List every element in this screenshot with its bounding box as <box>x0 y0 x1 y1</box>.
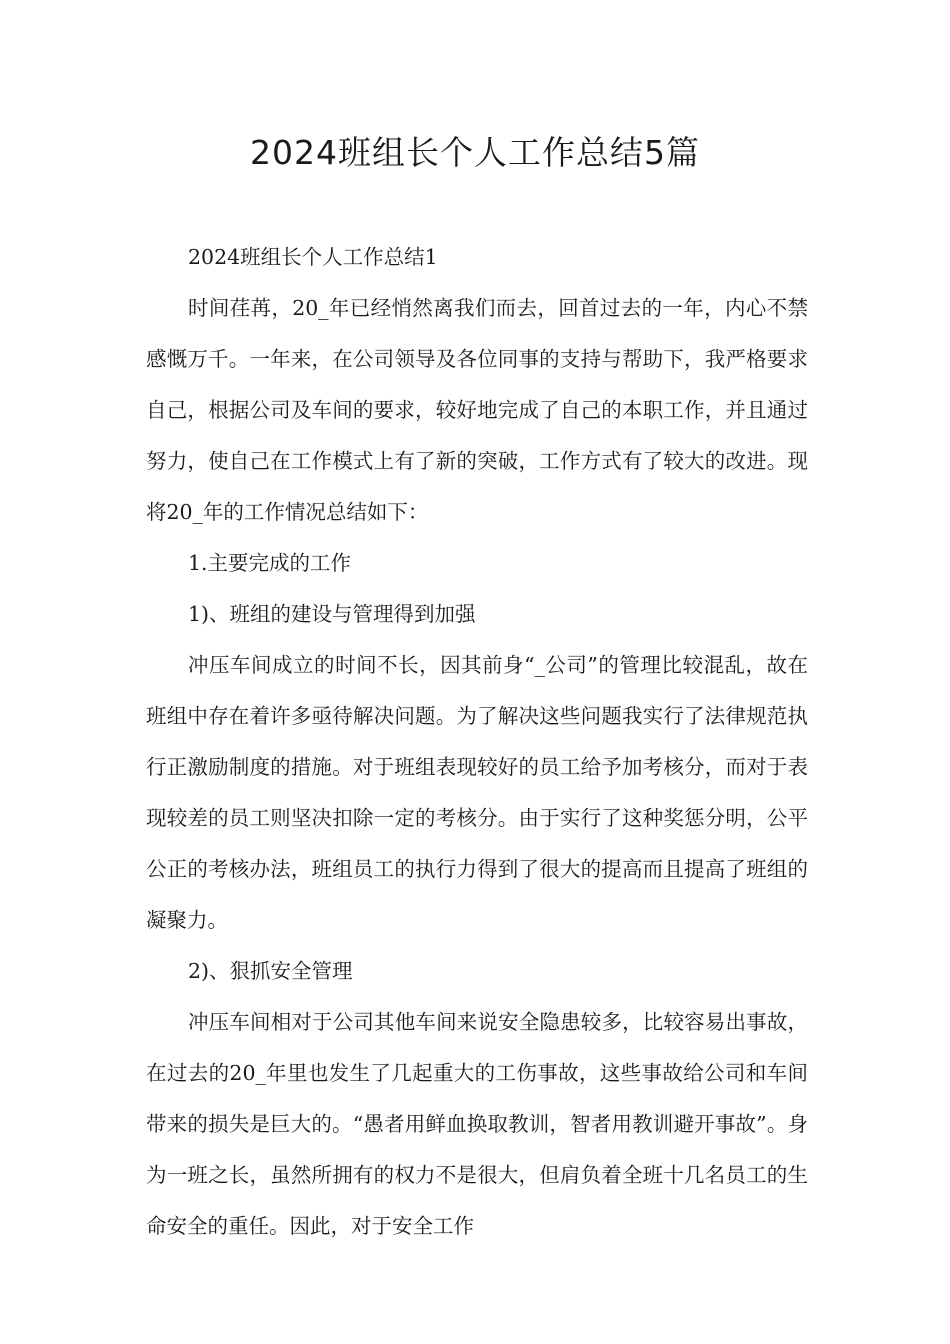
subsection-heading: 1.主要完成的工作 <box>188 551 352 575</box>
document-title: 2024班组长个人工作总结5篇 <box>250 133 700 172</box>
paragraph-safety: 冲压车间相对于公司其他车间来说安全隐患较多，比较容易出事故，在过去的20_年里也发生了几起重大的工伤事故，这些事故给公司和车间带来的损失是巨大的。“愚者用鲜血换取教训，智者用教训避开事故”。身为一班之长，虽然所拥有的权力不是很大，但肩负着全班十几名员工的生命安全的重任。因此，对于安全工作 <box>146 1010 808 1238</box>
paragraph-intro: 时间荏苒，20_年已经悄然离我们而去，回首过去的一年，内心不禁感慨万千。一年来，在公司领导及各位同事的支持与帮助下，我严格要求自己，根据公司及车间的要求，较好地完成了自己的本职工作，并且通过努力，使自己在工作模式上有了新的突破，工作方式有了较大的改进。现将20_年的工作情况总结如下： <box>146 296 808 524</box>
section-heading: 2024班组长个人工作总结1 <box>188 245 438 269</box>
item-heading-1: 1)、班组的建设与管理得到加强 <box>188 602 476 626</box>
paragraph-team-building: 冲压车间成立的时间不长，因其前身“_公司”的管理比较混乱，故在班组中存在着许多亟待解决问题。为了解决这些问题我实行了法律规范执行正激励制度的措施。对于班组表现较好的员工给予加考核分，而对于表现较差的员工则坚决扣除一定的考核分。由于实行了这种奖惩分明，公平公正的考核办法，班组员工的执行力得到了很大的提高而且提高了班组的凝聚力。 <box>146 653 808 932</box>
document-body <box>146 232 808 1252</box>
item-heading-2: 2)、狠抓安全管理 <box>188 959 353 983</box>
